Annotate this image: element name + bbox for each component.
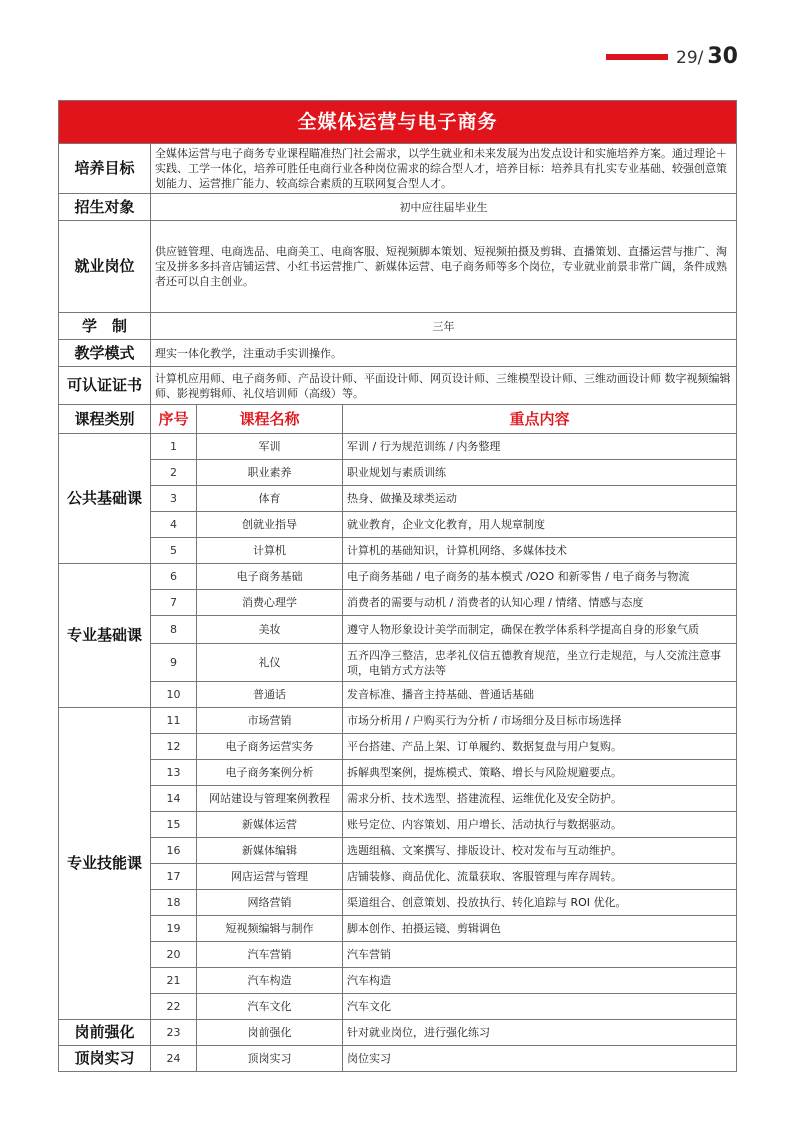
goal-row	[59, 144, 737, 194]
course-row	[59, 942, 737, 968]
course-content: 计算机的基础知识，计算机网络、多媒体技术	[343, 538, 737, 564]
course-row	[59, 734, 737, 760]
course-header-row	[59, 405, 737, 434]
course-name: 电子商务运营实务	[197, 734, 343, 760]
duration-text: 三年	[151, 313, 737, 340]
course-row	[59, 708, 737, 734]
course-content: 发音标准、播音主持基础、普通话基础	[343, 682, 737, 708]
course-name: 网站建设与管理案例教程	[197, 786, 343, 812]
mode-row	[59, 340, 737, 367]
course-row	[59, 968, 737, 994]
course-content: 市场分析用 / 户购买行为分析 / 市场细分及目标市场选择	[343, 708, 737, 734]
duration-row	[59, 313, 737, 340]
header-name: 课程名称	[197, 405, 343, 434]
course-name: 网络营销	[197, 890, 343, 916]
course-no: 22	[151, 994, 197, 1020]
course-name: 岗前强化	[197, 1020, 343, 1046]
mode-text: 理实一体化教学，注重动手实训操作。	[151, 340, 737, 367]
course-content: 消费者的需要与动机 / 消费者的认知心理 / 情绪、情感与态度	[343, 590, 737, 616]
course-row	[59, 864, 737, 890]
course-row	[59, 590, 737, 616]
course-category: 顶岗实习	[59, 1046, 151, 1072]
course-row	[59, 838, 737, 864]
course-no: 24	[151, 1046, 197, 1072]
course-no: 23	[151, 1020, 197, 1046]
course-no: 7	[151, 590, 197, 616]
header-category: 课程类别	[59, 405, 151, 434]
course-row	[59, 512, 737, 538]
target-text: 初中应往届毕业生	[151, 194, 737, 221]
course-category: 专业技能课	[59, 708, 151, 1020]
course-content: 选题组稿、文案撰写、排版设计、校对发布与互动维护。	[343, 838, 737, 864]
goal-label: 培养目标	[59, 144, 151, 194]
goal-text: 全媒体运营与电子商务专业课程瞄准热门社会需求，以学生就业和未来发展为出发点设计和实施培养方案。通过理论＋实践、工学一体化，培养可胜任电商行业各种岗位需求的综合型人才，培养目标：培养具有扎实专业基础、较强创意策划能力、运营推广能力、较高综合素质的互联网复合型人才。	[151, 144, 737, 194]
course-content: 脚本创作、拍摄运镜、剪辑调色	[343, 916, 737, 942]
course-content: 拆解典型案例，提炼模式、策略、增长与风险规避要点。	[343, 760, 737, 786]
course-content: 汽车文化	[343, 994, 737, 1020]
course-row	[59, 812, 737, 838]
course-category: 岗前强化	[59, 1020, 151, 1046]
course-row	[59, 994, 737, 1020]
course-no: 9	[151, 644, 197, 682]
course-content: 平台搭建、产品上架、订单履约、数据复盘与用户复购。	[343, 734, 737, 760]
course-name: 电子商务案例分析	[197, 760, 343, 786]
course-no: 2	[151, 460, 197, 486]
course-content: 针对就业岗位，进行强化练习	[343, 1020, 737, 1046]
title-row	[59, 101, 737, 144]
certs-text: 计算机应用师、电子商务师、产品设计师、平面设计师、网页设计师、三维模型设计师、三维动画设计师 数字视频编辑师、影视剪辑师、礼仪培训师（高级）等。	[151, 367, 737, 405]
course-no: 10	[151, 682, 197, 708]
course-name: 计算机	[197, 538, 343, 564]
header-content: 重点内容	[343, 405, 737, 434]
program-table	[58, 100, 737, 1072]
header-no: 序号	[151, 405, 197, 434]
course-content: 就业教育，企业文化教育，用人规章制度	[343, 512, 737, 538]
course-name: 市场营销	[197, 708, 343, 734]
course-row	[59, 644, 737, 682]
course-content: 遵守人物形象设计美学而制定，确保在教学体系科学提高自身的形象气质	[343, 616, 737, 644]
course-content: 职业规划与素质训练	[343, 460, 737, 486]
course-name: 职业素养	[197, 460, 343, 486]
course-no: 12	[151, 734, 197, 760]
page-current: 29/	[676, 48, 704, 68]
course-name: 新媒体运营	[197, 812, 343, 838]
course-content: 需求分析、技术选型、搭建流程、运维优化及安全防护。	[343, 786, 737, 812]
course-name: 美妆	[197, 616, 343, 644]
course-row	[59, 916, 737, 942]
course-category: 公共基础课	[59, 434, 151, 564]
course-no: 5	[151, 538, 197, 564]
mode-label: 教学模式	[59, 340, 151, 367]
course-row	[59, 538, 737, 564]
course-content: 军训 / 行为规范训练 / 内务整理	[343, 434, 737, 460]
course-name: 创就业指导	[197, 512, 343, 538]
course-row	[59, 460, 737, 486]
course-name: 顶岗实习	[197, 1046, 343, 1072]
course-row	[59, 1020, 737, 1046]
course-content: 电子商务基础 / 电子商务的基本模式 /O2O 和新零售 / 电子商务与物流	[343, 564, 737, 590]
course-no: 19	[151, 916, 197, 942]
course-name: 汽车文化	[197, 994, 343, 1020]
course-no: 16	[151, 838, 197, 864]
certs-label: 可认证证书	[59, 367, 151, 405]
jobs-text: 供应链管理、电商选品、电商美工、电商客服、短视频脚本策划、短视频拍摄及剪辑、直播策划、直播运营与推广、淘宝及拼多多抖音店铺运营、小红书运营推广、新媒体运营、电子商务师等多个岗位，专业就业前景非常广阔，条件成熟者还可以自主创业。	[151, 221, 737, 313]
page-total: 30	[707, 44, 738, 69]
program-title: 全媒体运营与电子商务	[59, 101, 737, 144]
course-no: 4	[151, 512, 197, 538]
course-no: 15	[151, 812, 197, 838]
course-no: 17	[151, 864, 197, 890]
course-name: 普通话	[197, 682, 343, 708]
course-name: 短视频编辑与制作	[197, 916, 343, 942]
course-no: 8	[151, 616, 197, 644]
course-name: 新媒体编辑	[197, 838, 343, 864]
course-no: 18	[151, 890, 197, 916]
course-name: 网店运营与管理	[197, 864, 343, 890]
course-name: 消费心理学	[197, 590, 343, 616]
course-no: 11	[151, 708, 197, 734]
course-no: 1	[151, 434, 197, 460]
course-row	[59, 1046, 737, 1072]
course-content: 汽车营销	[343, 942, 737, 968]
course-row	[59, 890, 737, 916]
course-content: 岗位实习	[343, 1046, 737, 1072]
course-row	[59, 786, 737, 812]
course-row	[59, 564, 737, 590]
jobs-label: 就业岗位	[59, 221, 151, 313]
course-row	[59, 760, 737, 786]
course-name: 电子商务基础	[197, 564, 343, 590]
course-row	[59, 434, 737, 460]
target-row	[59, 194, 737, 221]
course-no: 21	[151, 968, 197, 994]
duration-label: 学 制	[59, 313, 151, 340]
course-content: 汽车构造	[343, 968, 737, 994]
certs-row	[59, 367, 737, 405]
course-name: 体育	[197, 486, 343, 512]
page-accent-bar	[606, 54, 668, 60]
page-number	[606, 44, 738, 69]
target-label: 招生对象	[59, 194, 151, 221]
course-no: 13	[151, 760, 197, 786]
course-no: 6	[151, 564, 197, 590]
course-no: 14	[151, 786, 197, 812]
course-no: 3	[151, 486, 197, 512]
course-content: 渠道组合、创意策划、投放执行、转化追踪与 ROI 优化。	[343, 890, 737, 916]
course-name: 军训	[197, 434, 343, 460]
course-name: 汽车营销	[197, 942, 343, 968]
course-row	[59, 682, 737, 708]
course-no: 20	[151, 942, 197, 968]
course-name: 汽车构造	[197, 968, 343, 994]
course-content: 店铺装修、商品优化、流量获取、客服管理与库存周转。	[343, 864, 737, 890]
jobs-row	[59, 221, 737, 313]
course-content: 账号定位、内容策划、用户增长、活动执行与数据驱动。	[343, 812, 737, 838]
course-row	[59, 616, 737, 644]
course-content: 热身、做操及球类运动	[343, 486, 737, 512]
course-name: 礼仪	[197, 644, 343, 682]
course-content: 五齐四净三整洁，忠孝礼仪信五德教育规范，坐立行走规范，与人交流注意事项，电销方式方法等	[343, 644, 737, 682]
course-category: 专业基础课	[59, 564, 151, 708]
course-row	[59, 486, 737, 512]
